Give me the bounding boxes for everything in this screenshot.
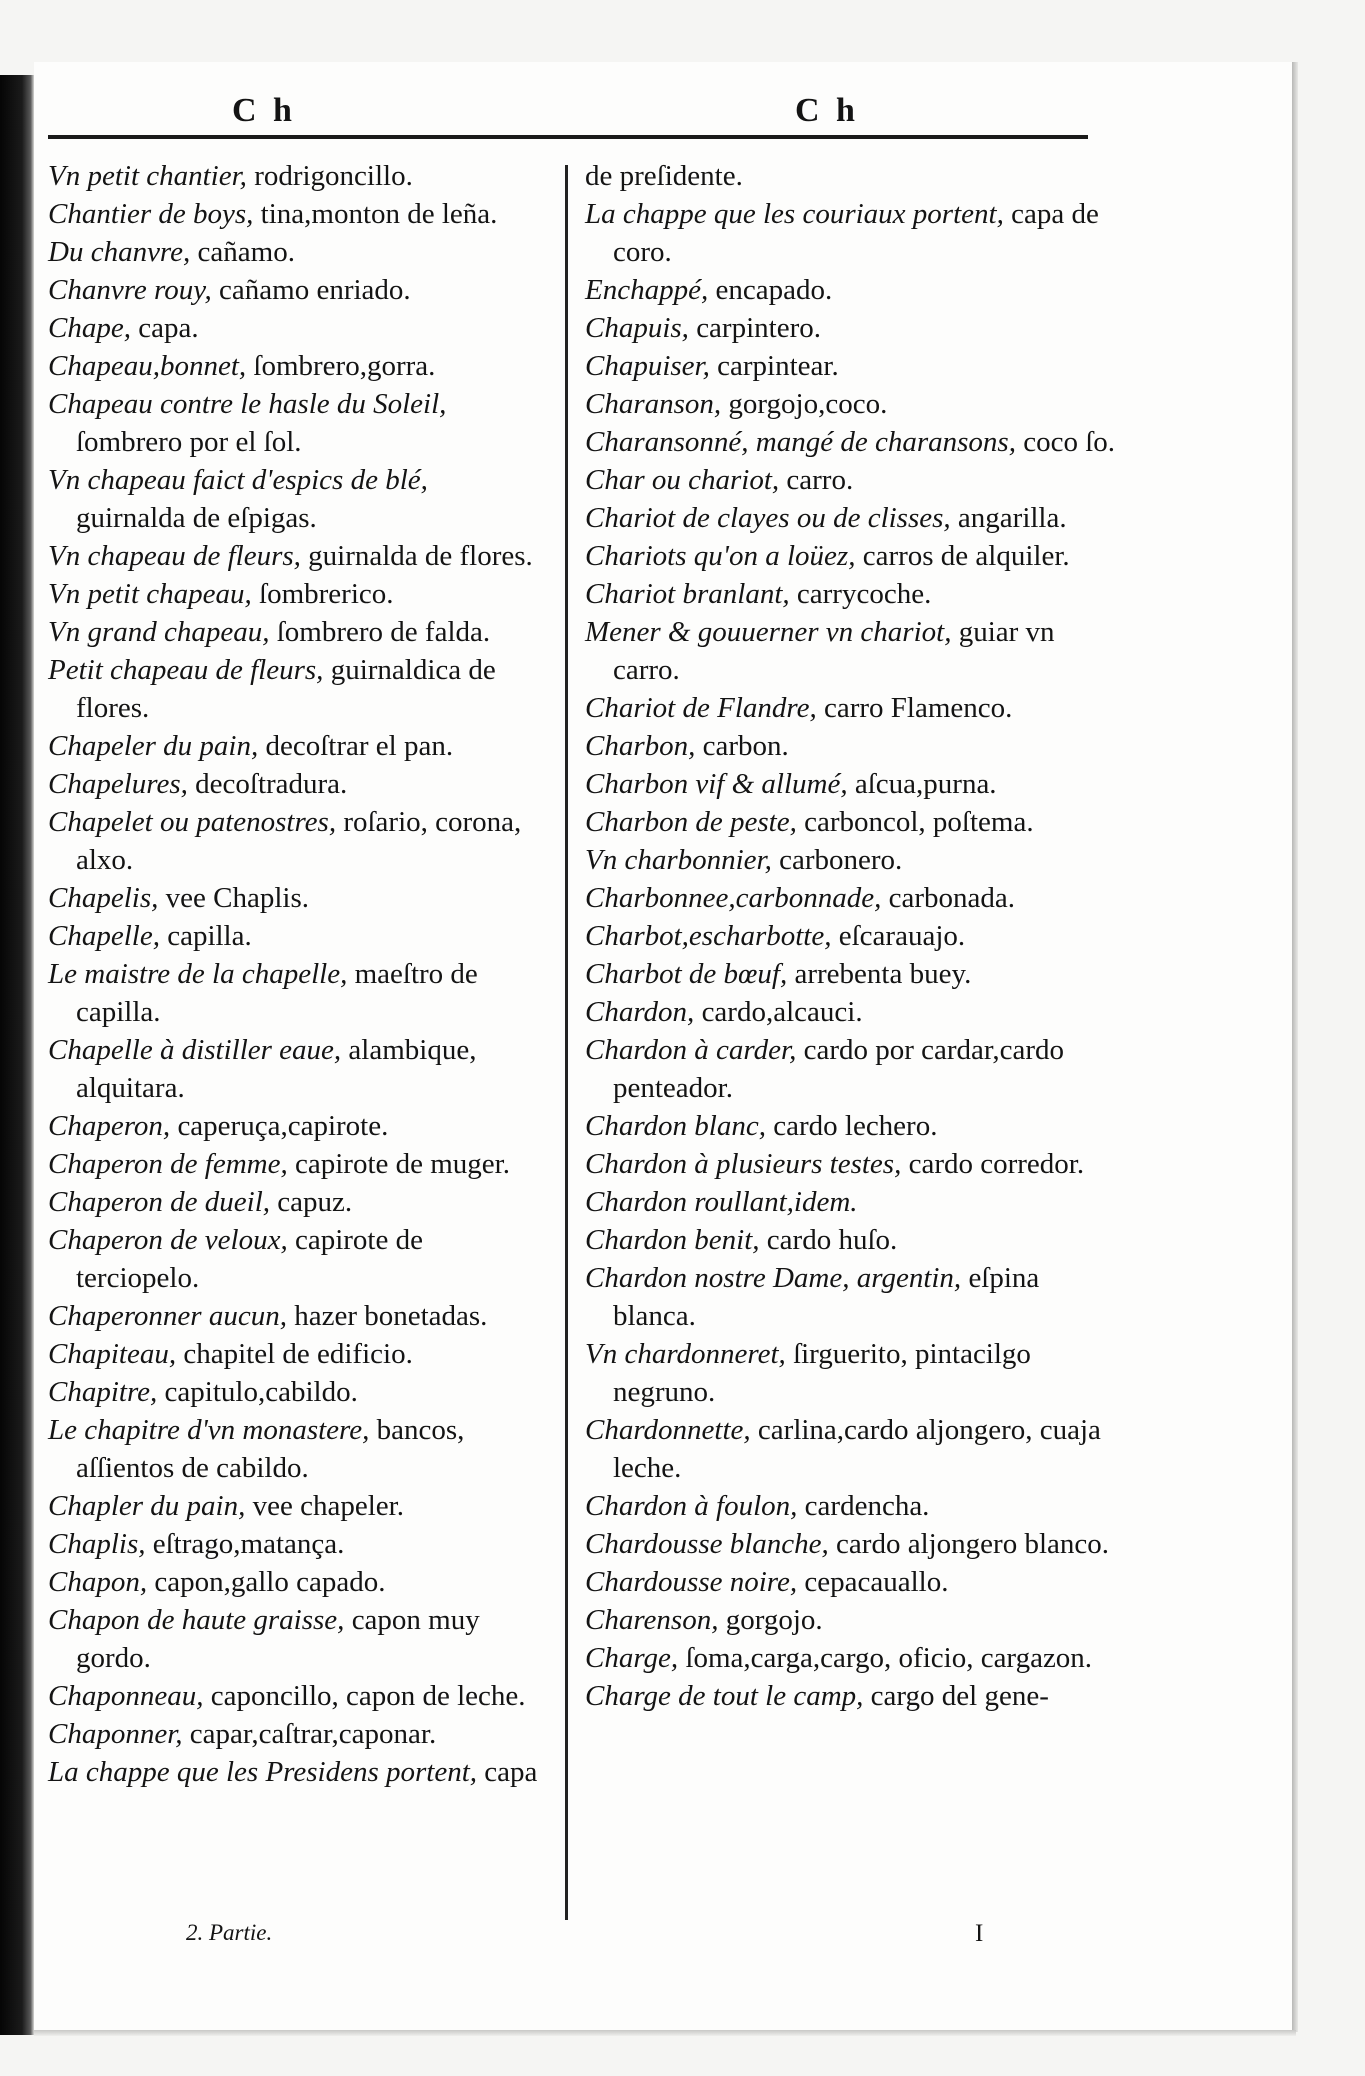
french-headword: Chapelures, xyxy=(48,768,188,800)
page-edge-shadow xyxy=(1292,62,1298,2032)
spanish-translation: ſoma,carga,cargo, oficio, cargazon. xyxy=(685,1642,1093,1674)
french-headword: Chariot de clayes ou de clisses, xyxy=(585,502,951,534)
spanish-translation: arrebenta buey. xyxy=(794,958,972,990)
spanish-translation: carpintero. xyxy=(696,312,821,344)
spanish-translation: de preſidente. xyxy=(585,160,743,192)
french-headword: Chapelle à distiller eaue, xyxy=(48,1034,342,1066)
spanish-translation: ſombrero por el ſol. xyxy=(76,426,302,458)
dictionary-entry xyxy=(48,803,543,879)
french-headword: Char ou chariot, xyxy=(585,464,780,496)
french-headword: Chardon à plusieurs testes, xyxy=(585,1148,902,1180)
french-headword: Chariot branlant, xyxy=(585,578,790,610)
spanish-translation: capa. xyxy=(138,312,199,344)
french-headword: Chardousse blanche, xyxy=(585,1528,829,1560)
dictionary-entry xyxy=(48,1753,543,1791)
spanish-translation: ſombrerico. xyxy=(259,578,394,610)
french-headword: Chaperon, xyxy=(48,1110,171,1142)
french-headword: Vn charbonnier, xyxy=(585,844,772,876)
left-column xyxy=(48,157,543,1791)
column-divider xyxy=(565,165,568,1920)
right-column xyxy=(585,157,1125,1715)
running-head-left: C h xyxy=(232,92,296,129)
spanish-translation: bancos, aſſientos de cabildo. xyxy=(76,1414,465,1484)
french-headword: Chardon nostre Dame, argentin, xyxy=(585,1262,962,1294)
dictionary-entry xyxy=(585,537,1125,575)
dictionary-entry xyxy=(48,461,543,537)
dictionary-entry xyxy=(48,1373,543,1411)
dictionary-entry xyxy=(585,309,1125,347)
dictionary-entry xyxy=(585,613,1125,689)
dictionary-entry xyxy=(585,575,1125,613)
french-headword: Le chapitre d'vn monastere, xyxy=(48,1414,370,1446)
spanish-translation: vee Chaplis. xyxy=(165,882,309,914)
dictionary-entry xyxy=(48,1107,543,1145)
dictionary-entry xyxy=(48,1601,543,1677)
french-headword: Chariot de Flandre, xyxy=(585,692,817,724)
dictionary-entry xyxy=(585,1107,1125,1145)
dictionary-entry xyxy=(585,993,1125,1031)
spanish-translation: cañamo enriado. xyxy=(219,274,411,306)
french-headword: Charansonné, mangé de charansons, xyxy=(585,426,1016,458)
french-headword: Charbot,escharbotte, xyxy=(585,920,832,952)
french-headword: Charbon de peste, xyxy=(585,806,797,838)
dictionary-entry xyxy=(48,233,543,271)
french-headword: Chaplis, xyxy=(48,1528,146,1560)
spanish-translation: cardo huſo. xyxy=(766,1224,898,1256)
spanish-translation: eſcarauajo. xyxy=(838,920,966,952)
dictionary-entry xyxy=(585,347,1125,385)
signature-mark: 2. Partie. xyxy=(186,1920,273,1945)
dictionary-entry xyxy=(585,1335,1125,1411)
french-headword: Chardonnette, xyxy=(585,1414,751,1446)
french-headword: Chapler du pain, xyxy=(48,1490,246,1522)
dictionary-entry xyxy=(48,537,543,575)
french-headword: Vn chardonneret, xyxy=(585,1338,786,1370)
spanish-translation: cardencha. xyxy=(804,1490,930,1522)
dictionary-entry xyxy=(48,1145,543,1183)
french-headword: Chapelet ou patenostres, xyxy=(48,806,337,838)
spanish-translation: cañamo. xyxy=(197,236,295,268)
french-headword: Chardon roullant,idem. xyxy=(585,1186,858,1218)
french-headword: La chappe que les Presidens portent, xyxy=(48,1756,478,1788)
french-headword: Du chanvre, xyxy=(48,236,191,268)
dictionary-entry xyxy=(585,1411,1125,1487)
dictionary-entry xyxy=(585,1525,1125,1563)
spanish-translation: cardo por cardar,cardo penteador. xyxy=(613,1034,1065,1104)
french-headword: Chapon, xyxy=(48,1566,148,1598)
spanish-translation: tina,monton de leña. xyxy=(260,198,498,230)
spanish-translation: aſcua,purna. xyxy=(854,768,997,800)
french-headword: Mener & gouuerner vn chariot, xyxy=(585,616,952,648)
french-headword: Chapon de haute graisse, xyxy=(48,1604,345,1636)
french-headword: Chapeau,bonnet, xyxy=(48,350,247,382)
spanish-translation: ſombrero de falda. xyxy=(276,616,491,648)
dictionary-entry xyxy=(48,195,543,233)
french-headword: Chardon benit, xyxy=(585,1224,760,1256)
french-headword: Vn petit chapeau, xyxy=(48,578,252,610)
spanish-translation: cardo aljongero blanco. xyxy=(836,1528,1110,1560)
spanish-translation: carbonada. xyxy=(888,882,1016,914)
spanish-translation: angarilla. xyxy=(957,502,1067,534)
french-headword: Le maistre de la chapelle, xyxy=(48,958,348,990)
dictionary-entry xyxy=(48,613,543,651)
spanish-translation: rodrigoncillo. xyxy=(254,160,413,192)
catchword: I xyxy=(975,1920,984,1947)
spanish-translation: capar,caſtrar,caponar. xyxy=(189,1718,437,1750)
spanish-translation: eſtrago,matança. xyxy=(152,1528,345,1560)
french-headword: Charanson, xyxy=(585,388,722,420)
french-headword: Chapitre, xyxy=(48,1376,158,1408)
spanish-translation: capirote de muger. xyxy=(294,1148,510,1180)
spanish-translation: eſpina blanca. xyxy=(613,1262,1040,1332)
dictionary-entry xyxy=(585,271,1125,309)
french-headword: Chape, xyxy=(48,312,131,344)
dictionary-entry xyxy=(585,1563,1125,1601)
spanish-translation: capon,gallo capado. xyxy=(154,1566,386,1598)
running-head-right: C h xyxy=(795,92,859,129)
dictionary-entry xyxy=(585,195,1125,271)
french-headword: Chardon à foulon, xyxy=(585,1490,798,1522)
dictionary-entry xyxy=(585,1677,1125,1715)
spanish-translation: carrycoche. xyxy=(796,578,932,610)
french-headword: Charge, xyxy=(585,1642,679,1674)
french-headword: Chapuis, xyxy=(585,312,689,344)
spanish-translation: cardo corredor. xyxy=(908,1148,1085,1180)
french-headword: Chaperon de dueil, xyxy=(48,1186,271,1218)
dictionary-entry xyxy=(585,1145,1125,1183)
french-headword: Vn chapeau faict d'espics de blé, xyxy=(48,464,428,496)
spanish-translation: carros de alquiler. xyxy=(862,540,1070,572)
french-headword: Chapuiser, xyxy=(585,350,710,382)
french-headword: Charbon, xyxy=(585,730,696,762)
french-headword: Chardon à carder, xyxy=(585,1034,797,1066)
spanish-translation: cargo del gene- xyxy=(870,1680,1049,1712)
dictionary-entry xyxy=(585,917,1125,955)
dictionary-entry xyxy=(48,765,543,803)
dictionary-entry xyxy=(585,157,1125,195)
dictionary-entry xyxy=(48,1487,543,1525)
french-headword: Chardousse noire, xyxy=(585,1566,798,1598)
french-headword: Charenson, xyxy=(585,1604,719,1636)
spanish-translation: carro Flamenco. xyxy=(823,692,1013,724)
dictionary-entry xyxy=(585,385,1125,423)
dictionary-entry xyxy=(585,1601,1125,1639)
spanish-translation: carpintear. xyxy=(717,350,839,382)
dictionary-entry xyxy=(585,955,1125,993)
spanish-translation: cardo,alcauci. xyxy=(701,996,863,1028)
dictionary-entry xyxy=(48,1411,543,1487)
french-headword: Chantier de boys, xyxy=(48,198,254,230)
dictionary-entry xyxy=(48,575,543,613)
dictionary-entry xyxy=(585,423,1125,461)
french-headword: Chapeau contre le hasle du Soleil, xyxy=(48,388,447,420)
dictionary-entry xyxy=(48,1297,543,1335)
spanish-translation: caperuça,capirote. xyxy=(177,1110,389,1142)
dictionary-entry xyxy=(585,841,1125,879)
spanish-translation: roſario, corona, alxo. xyxy=(76,806,522,876)
french-headword: Chardon, xyxy=(585,996,695,1028)
french-headword: Chariots qu'on a loüez, xyxy=(585,540,856,572)
dictionary-entry xyxy=(48,309,543,347)
dictionary-entry xyxy=(585,1031,1125,1107)
dictionary-entry xyxy=(585,499,1125,537)
dictionary-entry xyxy=(585,1221,1125,1259)
spanish-translation: coco ſo. xyxy=(1023,426,1116,458)
french-headword: Charbot de bœuf, xyxy=(585,958,788,990)
spanish-translation: guirnaldica de flores. xyxy=(76,654,496,724)
dictionary-entry xyxy=(48,727,543,765)
french-headword: Charbon vif & allumé, xyxy=(585,768,848,800)
page-bottom-shadow xyxy=(34,2030,1296,2036)
spanish-translation: capitulo,cabildo. xyxy=(164,1376,358,1408)
dictionary-entry xyxy=(48,157,543,195)
spanish-translation: capa xyxy=(484,1756,538,1788)
spanish-translation: capilla. xyxy=(167,920,252,952)
french-headword: Chaperonner aucun, xyxy=(48,1300,287,1332)
spanish-translation: carro. xyxy=(786,464,854,496)
spanish-translation: capa de coro. xyxy=(613,198,1099,268)
dictionary-entry xyxy=(48,651,543,727)
dictionary-entry xyxy=(48,1183,543,1221)
spanish-translation: chapitel de edificio. xyxy=(183,1338,413,1370)
spanish-translation: capon muy gordo. xyxy=(76,1604,480,1674)
french-headword: Chapelle, xyxy=(48,920,160,952)
french-headword: Charbonnee,carbonnade, xyxy=(585,882,882,914)
french-headword: Vn petit chantier, xyxy=(48,160,247,192)
dictionary-entry xyxy=(48,1715,543,1753)
spanish-translation: caponcillo, capon de leche. xyxy=(210,1680,526,1712)
dictionary-entry xyxy=(48,1677,543,1715)
dictionary-entry xyxy=(585,1183,1125,1221)
dictionary-entry xyxy=(48,879,543,917)
spanish-translation: capuz. xyxy=(277,1186,353,1218)
book-binding-shadow xyxy=(0,75,34,2035)
spanish-translation: guirnalda de eſpigas. xyxy=(76,502,317,534)
dictionary-entry xyxy=(585,1259,1125,1335)
spanish-translation: decoſtradura. xyxy=(195,768,348,800)
spanish-translation: ſirguerito, pintacilgo negruno. xyxy=(613,1338,1031,1408)
spanish-translation: guiar vn carro. xyxy=(613,616,1055,686)
dictionary-entry xyxy=(48,271,543,309)
spanish-translation: carbon. xyxy=(702,730,789,762)
spanish-translation: hazer bonetadas. xyxy=(294,1300,488,1332)
dictionary-entry xyxy=(585,461,1125,499)
dictionary-entry xyxy=(48,1563,543,1601)
french-headword: Chaponneau, xyxy=(48,1680,204,1712)
dictionary-entry xyxy=(48,917,543,955)
dictionary-entry xyxy=(48,347,543,385)
dictionary-entry xyxy=(48,1221,543,1297)
spanish-translation: cardo lechero. xyxy=(773,1110,938,1142)
french-headword: Chaponner, xyxy=(48,1718,183,1750)
french-headword: La chappe que les couriaux portent, xyxy=(585,198,1004,230)
dictionary-entry xyxy=(585,1487,1125,1525)
french-headword: Vn chapeau de fleurs, xyxy=(48,540,301,572)
dictionary-entry xyxy=(48,1525,543,1563)
french-headword: Chapiteau, xyxy=(48,1338,177,1370)
spanish-translation: carboncol, poſtema. xyxy=(804,806,1034,838)
spanish-translation: gorgojo. xyxy=(725,1604,823,1636)
spanish-translation: cepacauallo. xyxy=(804,1566,949,1598)
french-headword: Vn grand chapeau, xyxy=(48,616,270,648)
spanish-translation: alambique, alquitara. xyxy=(76,1034,477,1104)
dictionary-entry xyxy=(48,1335,543,1373)
french-headword: Chaperon de veloux, xyxy=(48,1224,288,1256)
dictionary-entry xyxy=(48,1031,543,1107)
french-headword: Chanvre rouy, xyxy=(48,274,212,306)
dictionary-entry xyxy=(585,727,1125,765)
dictionary-entry xyxy=(585,879,1125,917)
french-headword: Chardon blanc, xyxy=(585,1110,766,1142)
spanish-translation: gorgojo,coco. xyxy=(728,388,888,420)
french-headword: Petit chapeau de fleurs, xyxy=(48,654,324,686)
spanish-translation: guirnalda de flores. xyxy=(308,540,533,572)
spanish-translation: vee chapeler. xyxy=(252,1490,404,1522)
french-headword: Chapelis, xyxy=(48,882,159,914)
spanish-translation: carlina,cardo aljongero, cuaja leche. xyxy=(613,1414,1101,1484)
spanish-translation: encapado. xyxy=(715,274,833,306)
dictionary-entry xyxy=(585,765,1125,803)
spanish-translation: decoſtrar el pan. xyxy=(265,730,454,762)
spanish-translation: carbonero. xyxy=(779,844,903,876)
dictionary-entry xyxy=(48,385,543,461)
french-headword: Charge de tout le camp, xyxy=(585,1680,864,1712)
spanish-translation: maeſtro de capilla. xyxy=(76,958,478,1028)
spanish-translation: ſombrero,gorra. xyxy=(253,350,436,382)
dictionary-entry xyxy=(48,955,543,1031)
dictionary-entry xyxy=(585,1639,1125,1677)
header-rule xyxy=(48,135,1088,139)
french-headword: Enchappé, xyxy=(585,274,709,306)
dictionary-entry xyxy=(585,689,1125,727)
dictionary-entry xyxy=(585,803,1125,841)
spanish-translation: capirote de terciopelo. xyxy=(76,1224,423,1294)
french-headword: Chaperon de femme, xyxy=(48,1148,288,1180)
french-headword: Chapeler du pain, xyxy=(48,730,259,762)
